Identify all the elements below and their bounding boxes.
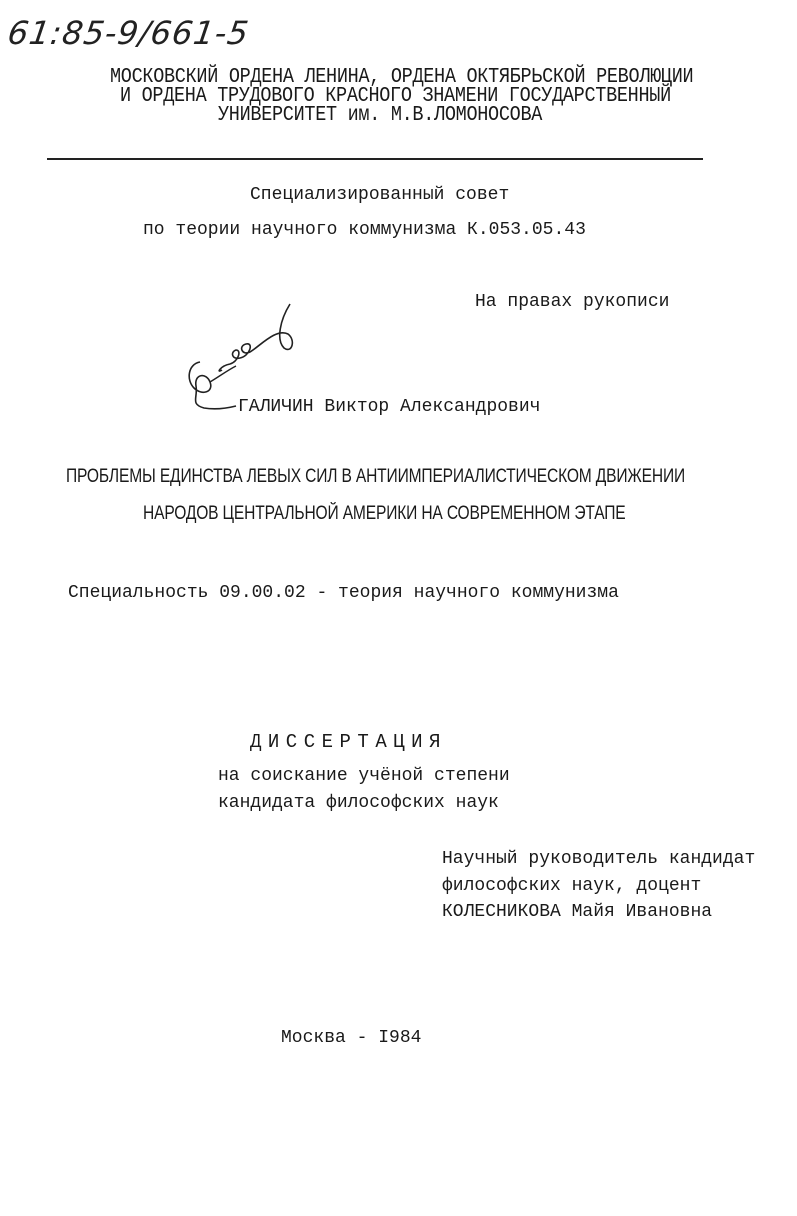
degree-line-2: кандидата философских наук — [218, 793, 499, 813]
author-name: ГАЛИЧИН Виктор Александрович — [238, 397, 541, 417]
place-year: Москва - I984 — [281, 1028, 422, 1048]
specialty: Специальность 09.00.02 - теория научного коммунизма — [68, 583, 619, 603]
council-line-1: Специализированный совет — [250, 185, 510, 205]
supervisor-line-2: философских наук, доцент — [442, 876, 702, 896]
degree-line-1: на соискание учёной степени — [218, 766, 510, 786]
supervisor-line-3: КОЛЕСНИКОВА Майя Ивановна — [442, 902, 713, 922]
dissertation-heading: ДИССЕРТАЦИЯ — [250, 731, 447, 753]
rights-note: На правах рукописи — [475, 292, 670, 312]
header-divider — [47, 158, 703, 160]
title-line-2: НАРОДОВ ЦЕНТРАЛЬНОЙ АМЕРИКИ НА СОВРЕМЕННОМ ЭТАПЕ — [143, 503, 626, 524]
institution-line-2: И ОРДЕНА ТРУДОВОГО КРАСНОГО ЗНАМЕНИ ГОСУДАРСТВЕННЫЙ — [120, 83, 671, 108]
supervisor-line-1: Научный руководитель кандидат — [442, 849, 756, 869]
council-line-2: по теории научного коммунизма К.053.05.43 — [143, 220, 586, 240]
handwritten-catalog-number: 61:85-9/661-5 — [5, 14, 252, 52]
institution-line-1: МОСКОВСКИЙ ОРДЕНА ЛЕНИНА, ОРДЕНА ОКТЯБРЬСКОЙ РЕВОЛЮЦИИ — [110, 64, 694, 89]
title-line-1: ПРОБЛЕМЫ ЕДИНСТВА ЛЕВЫХ СИЛ В АНТИИМПЕРИАЛИСТИЧЕСКОМ ДВИЖЕНИИ — [66, 466, 686, 487]
institution-line-3: УНИВЕРСИТЕТ им. М.В.ЛОМОНОСОВА — [218, 102, 543, 127]
